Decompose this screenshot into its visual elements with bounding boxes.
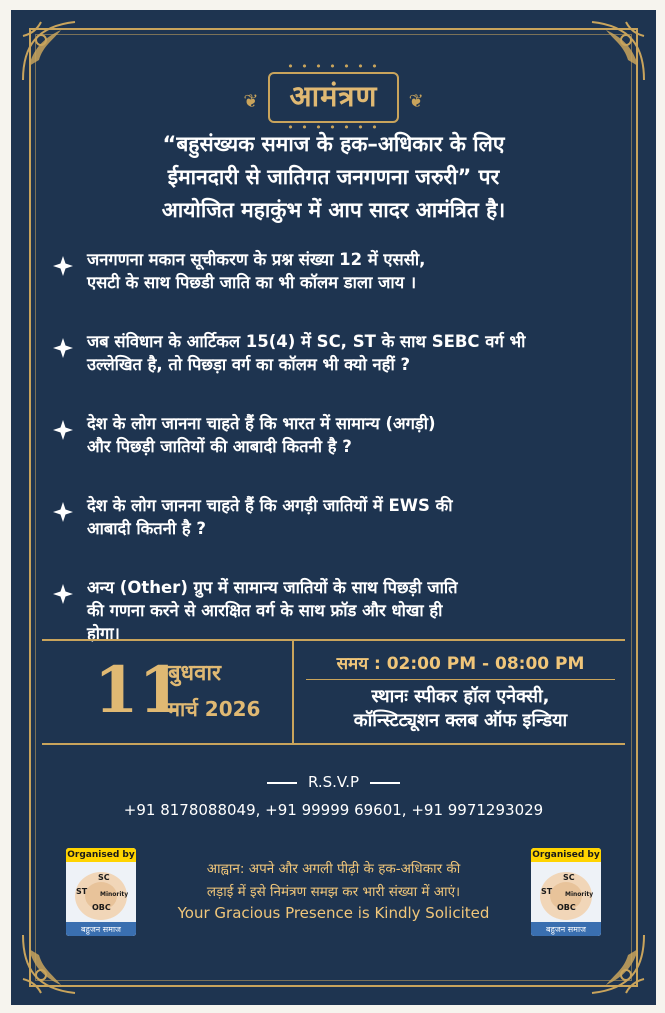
appeal-line: लड़ाई में इसे निमंत्रण समझ कर भारी संख्या में आएं।	[206, 884, 461, 900]
title-section	[11, 62, 656, 133]
rsvp-phones: +91 8178088049, +91 99999 69601, +91 9971293029	[123, 801, 544, 819]
event-time: समय : 02:00 PM - 08:00 PM	[306, 649, 615, 680]
hands-logo-icon	[66, 862, 136, 936]
star-bullet-icon	[53, 338, 73, 358]
event-weekday: बुधवार	[168, 661, 222, 686]
badge-footer: बहुजन समाज	[81, 925, 121, 934]
points-list	[47, 248, 622, 645]
headline-line: ईमानदारी से जातिगत जनगणना जरुरी” पर	[167, 165, 500, 189]
divider	[370, 782, 400, 784]
appeal-text	[161, 858, 506, 904]
badge-tag: SC	[563, 873, 575, 882]
title-dots: • • • • • • •	[287, 121, 380, 134]
headline-line: “बहुसंख्यक समाज के हक–अधिकार के लिए	[162, 132, 505, 156]
badge-footer: बहुजन समाज	[546, 925, 586, 934]
point-text: आबादी कितनी है ?	[87, 519, 206, 538]
star-bullet-icon	[53, 502, 73, 522]
star-bullet-icon	[53, 584, 73, 604]
badge-tag: OBC	[557, 903, 576, 912]
divider	[292, 641, 294, 743]
rsvp-heading	[11, 773, 656, 791]
point-text: उल्लेखित है, तो पिछड़ा वर्ग का कॉलम भी क्यो नहीं ?	[87, 355, 411, 374]
venue-line: स्थानः स्पीकर हॉल एनेक्सी,	[371, 686, 550, 707]
list-item	[47, 248, 622, 294]
gracious-text: Your Gracious Presence is Kindly Solicited	[177, 904, 490, 922]
appeal-line: आह्वान: अपने और अगली पीढ़ी के हक-अधिकार की	[206, 861, 461, 877]
event-day: 11	[94, 653, 184, 728]
event-month-year: मार्च 2026	[168, 697, 261, 721]
swirl-left-icon: ❦	[243, 91, 259, 112]
list-item	[47, 494, 622, 540]
badge-logo	[66, 862, 136, 936]
badge-tag: Minority	[100, 891, 129, 898]
headline-line: आयोजित महाकुंभ में आप सादर आमंत्रित है।	[161, 198, 506, 222]
organiser-badge	[531, 848, 601, 936]
badge-label: Organised by	[532, 850, 600, 860]
headline	[41, 128, 626, 227]
point-text: और पिछड़ी जातियों की आबादी कितनी है ?	[87, 437, 352, 456]
badge-tag: OBC	[92, 903, 111, 912]
swirl-right-icon: ❦	[408, 91, 424, 112]
corner-ornament-icon	[17, 929, 87, 999]
badge-tag: ST	[76, 887, 88, 896]
point-text: देश के लोग जानना चाहते हैं कि भारत में सामान्य (अगड़ी)	[87, 414, 436, 433]
badge-logo	[531, 862, 601, 936]
venue-line: कॉन्स्टिट्यूशन क्लब ऑफ इन्डिया	[353, 710, 568, 731]
point-text: की गणना करने से आरक्षित वर्ग के साथ फ्रॉड और धोखा ही	[87, 601, 443, 620]
point-text: देश के लोग जानना चाहते हैं कि अगड़ी जातियों में EWS की	[87, 496, 453, 515]
hands-logo-icon	[531, 862, 601, 936]
organiser-badge	[66, 848, 136, 936]
point-text: होगा।	[87, 624, 120, 643]
point-text: जब संविधान के आर्टिकल 15(4) में SC, ST के साथ SEBC वर्ग भी	[87, 332, 526, 351]
star-bullet-icon	[53, 256, 73, 276]
corner-ornament-icon	[580, 929, 650, 999]
invitation-card	[11, 10, 656, 1005]
list-item	[47, 576, 622, 645]
divider	[267, 782, 297, 784]
title-dots: • • • • • • •	[287, 60, 380, 73]
list-item	[47, 330, 622, 376]
badge-tag: Minority	[565, 891, 594, 898]
badge-tag: SC	[98, 873, 110, 882]
rsvp-label: R.S.V.P	[307, 773, 360, 791]
event-details	[42, 639, 625, 745]
badge-label: Organised by	[67, 850, 135, 860]
badge-tag: ST	[541, 887, 553, 896]
star-bullet-icon	[53, 420, 73, 440]
list-item	[47, 412, 622, 458]
point-text: एसटी के साथ पिछडी जाति का भी कॉलम डाला जाय ।	[87, 273, 417, 292]
point-text: अन्य (Other) ग्रुप में सामान्य जातियों के साथ पिछड़ी जाति	[87, 578, 458, 597]
point-text: जनगणना मकान सूचीकरण के प्रश्न संख्या 12 में एससी,	[87, 250, 426, 269]
event-venue	[306, 685, 615, 733]
page-title: आमंत्रण	[268, 72, 400, 123]
